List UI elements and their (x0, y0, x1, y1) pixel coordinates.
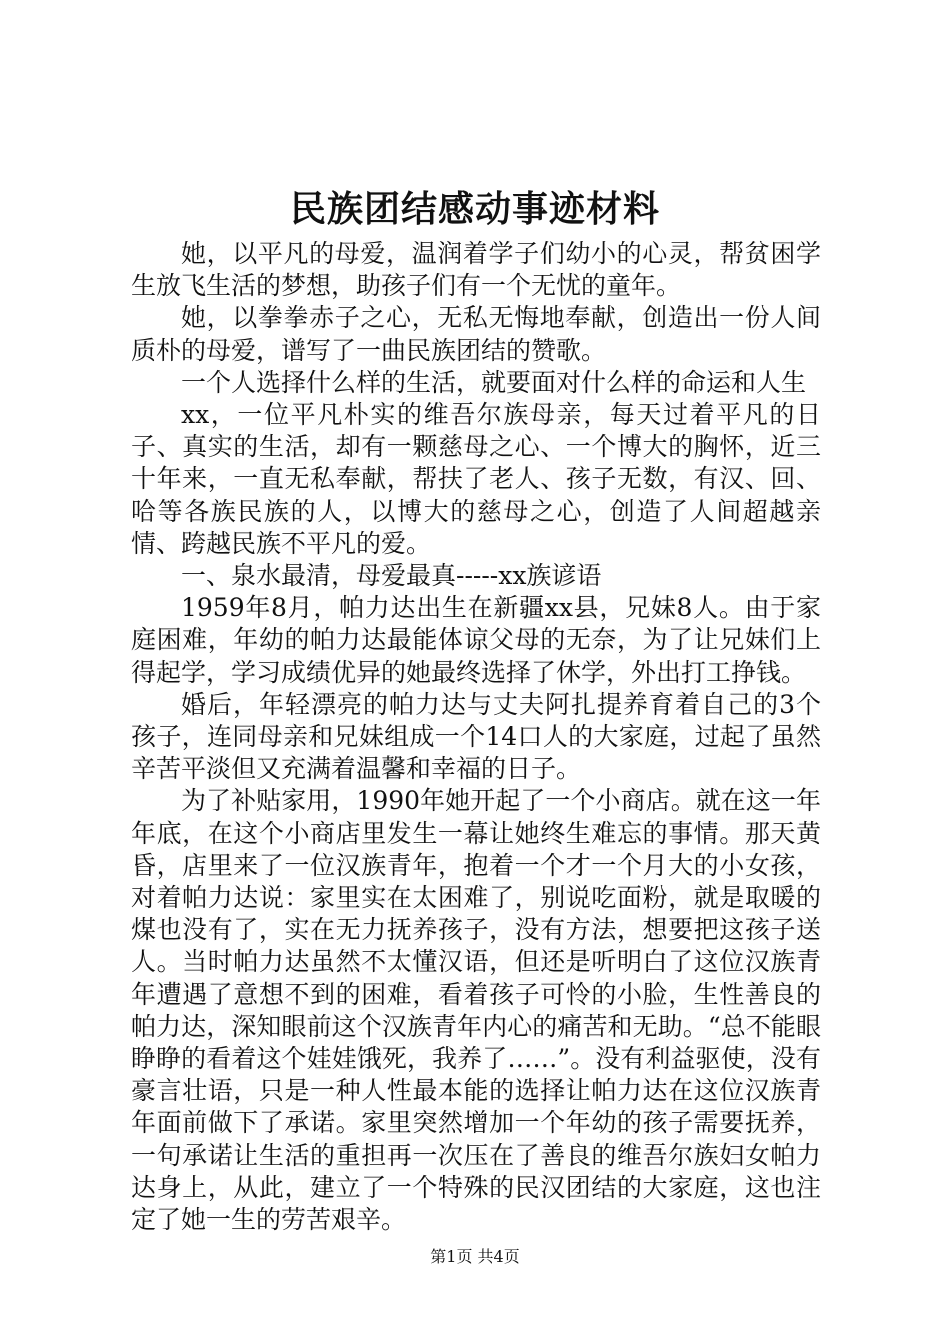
paragraph: 一个人选择什么样的生活，就要面对什么样的命运和人生 (181, 367, 807, 397)
page-footer (0, 1246, 950, 1268)
paragraph: 为了补贴家用，1990年她开起了一个小商店。就在这一年年底，在这个小商店里发生一幕让她终生难忘的事情。那天黄昏，店里来了一位汉族青年，抱着一个才一个月大的小女孩，对着帕力达说：家里实在太困难了，别说吃面粉，就是取暖的煤也没有了，实在无力抚养孩子，没有方法，想要把这孩子送人。当时帕力达虽然不太懂汉语，但还是听明白了这位汉族青年遭遇了意想不到的困难，看着孩子可怜的小脸，生性善良的帕力达，深知眼前这个汉族青年内心的痛苦和无助。“总不能眼睁睁的看着这个娃娃饿死，我养了……”。没有利益驱使，没有豪言壮语，只是一种人性最本能的选择让帕力达在这位汉族青年面前做下了承诺。家里突然增加一个年幼的孩子需要抚养，一句承诺让生活的重担再一次压在了善良的维吾尔族妇女帕力达身上，从此，建立了一个特殊的民汉团结的大家庭，这也注定了她一生的劳苦艰辛。 (131, 786, 821, 1235)
document-title: 民族团结感动事迹材料 (289, 188, 660, 230)
paragraph: 婚后，年轻漂亮的帕力达与丈夫阿扎提养育着自己的3个孩子，连同母亲和兄妹组成一个14口人的大家庭，过起了虽然辛苦平淡但又充满着温馨和幸福的日子。 (131, 689, 821, 784)
paragraph: 1959年8月，帕力达出生在新疆xx县，兄妹8人。由于家庭困难，年幼的帕力达最能体谅父母的无奈，为了让兄妹们上得起学，学习成绩优异的她最终选择了休学，外出打工挣钱。 (131, 593, 821, 687)
paragraph: xx，一位平凡朴实的维吾尔族母亲，每天过着平凡的日子、真实的生活，却有一颗慈母之心、一个博大的胸怀，近三十年来，一直无私奉献，帮扶了老人、孩子无数，有汉、回、哈等各族民族的人，以博大的慈母之心，创造了人间超越亲情、跨越民族不平凡的爱。 (131, 400, 821, 558)
page-number-label: 第1页 共4页 (430, 1247, 520, 1266)
document-body (131, 238, 821, 1236)
section-heading: 一、泉水最清，母爱最真-----xx族谚语 (181, 561, 602, 591)
paragraph: 她，以拳拳赤子之心，无私无悔地奉献，创造出一份人间质朴的母爱，谱写了一曲民族团结的赞歌。 (131, 303, 821, 365)
paragraph: 她，以平凡的母爱，温润着学子们幼小的心灵，帮贫困学生放飞生活的梦想，助孩子们有一个无忧的童年。 (131, 239, 821, 301)
